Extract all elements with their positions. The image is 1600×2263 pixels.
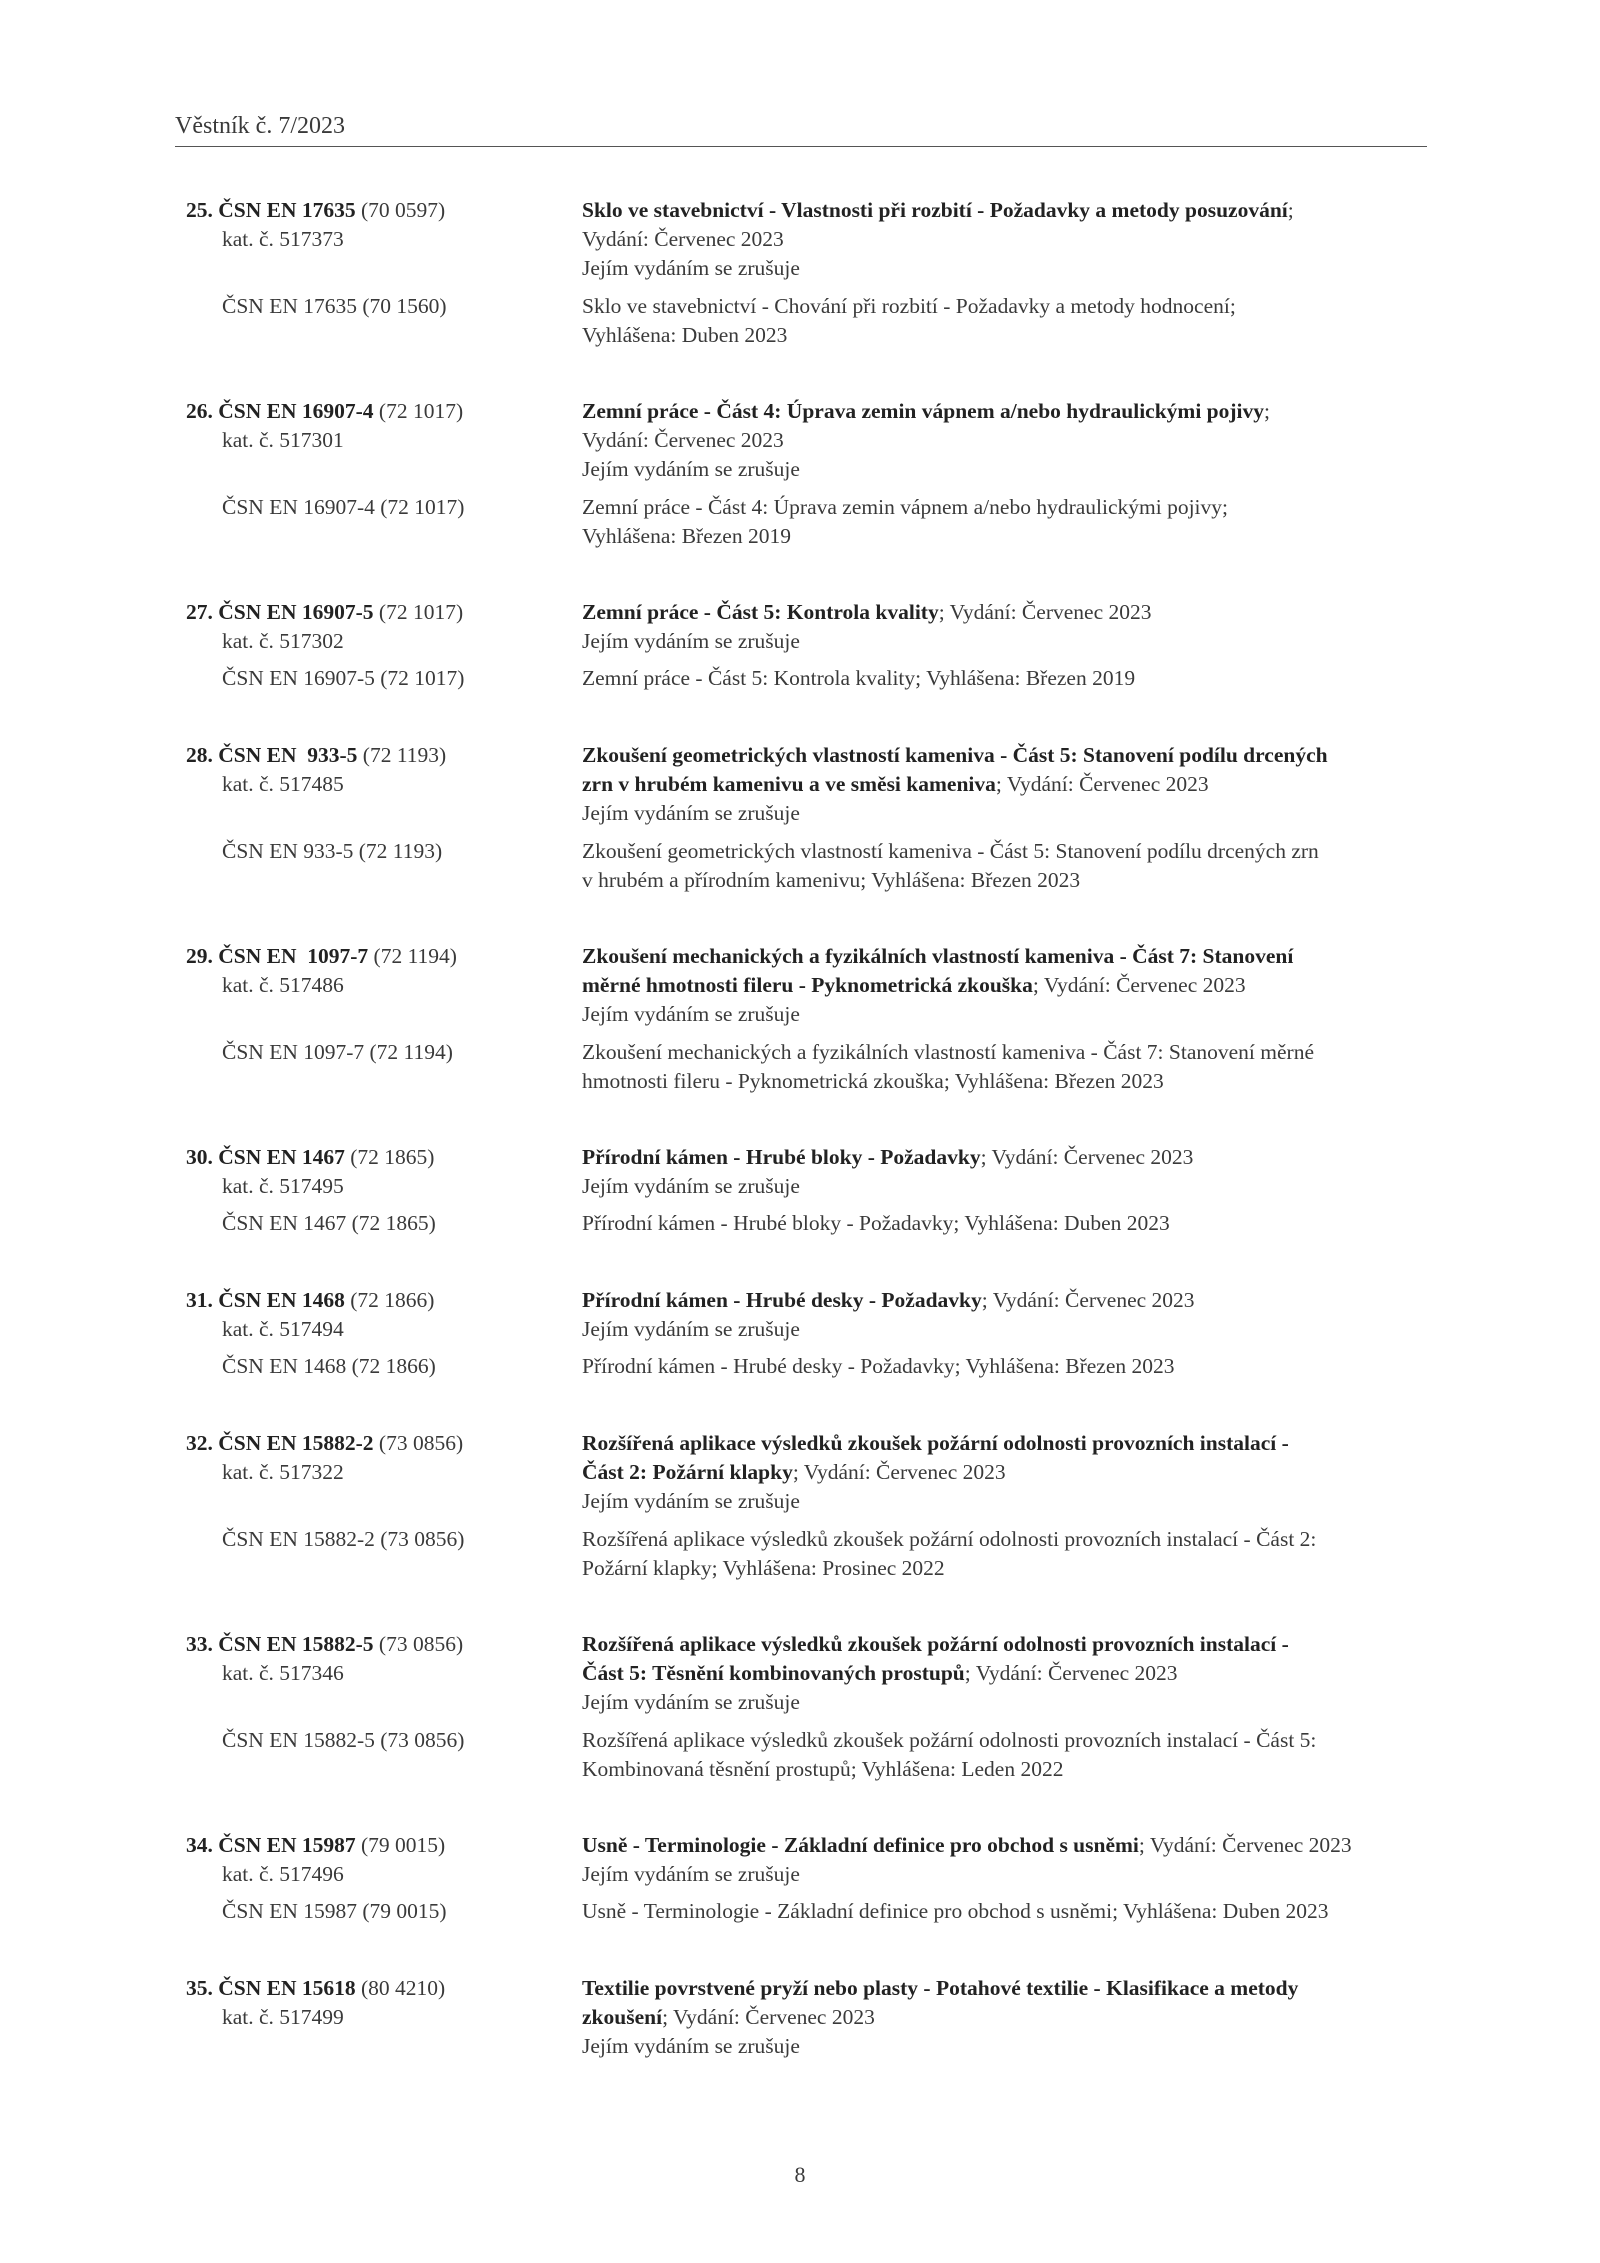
title-suffix: ; Vydání: Červenec 2023 — [995, 772, 1209, 796]
cancellation-note: Jejím vydáním se zrušuje — [582, 629, 800, 653]
entry-description — [582, 942, 1432, 1029]
entry-description — [582, 1286, 1432, 1344]
entry-number: 28. — [186, 743, 213, 767]
cancellation-note: Jejím vydáním se zrušuje — [582, 1690, 800, 1714]
replaced-standard-code: ČSN EN 16907-4 (72 1017) — [222, 495, 465, 519]
classification-code: (72 1017) — [373, 600, 464, 624]
replaced-line-2: Kombinovaná těsnění prostupů; Vyhlášena: Leden 2022 — [582, 1757, 1064, 1781]
entry-number: 27. — [186, 600, 213, 624]
catalog-number: kat. č. 517485 — [222, 772, 344, 796]
entry-number: 33. — [186, 1632, 213, 1656]
catalog-number: kat. č. 517302 — [222, 629, 344, 653]
catalog-number: kat. č. 517486 — [222, 973, 344, 997]
cancellation-note: Jejím vydáním se zrušuje — [582, 256, 800, 280]
standard-code: ČSN EN 16907-4 — [218, 399, 374, 423]
replaced-standard-code: ČSN EN 1467 (72 1865) — [222, 1211, 436, 1235]
entry-identifier — [186, 1831, 576, 1889]
replaced-line-1: Přírodní kámen - Hrubé bloky - Požadavky; Vyhlášena: Duben 2023 — [582, 1211, 1170, 1235]
catalog-number: kat. č. 517495 — [222, 1174, 344, 1198]
entry-identifier — [186, 1143, 576, 1201]
entry-description — [582, 1429, 1432, 1516]
classification-code: (73 0856) — [373, 1632, 464, 1656]
replaced-line-2: Požární klapky; Vyhlášena: Prosinec 2022 — [582, 1556, 945, 1580]
classification-code: (72 1193) — [357, 743, 447, 767]
page-number: 8 — [794, 2162, 806, 2187]
replaced-standard-description — [582, 1038, 1432, 1096]
replaced-standard-code: ČSN EN 15882-5 (73 0856) — [222, 1728, 465, 1752]
replaced-standard-description — [582, 1726, 1432, 1784]
issue-date: Vydání: Červenec 2023 — [582, 227, 784, 251]
standard-title-line-1: Textilie povrstvené pryží nebo plasty - Potahové textilie - Klasifikace a metody — [582, 1976, 1299, 2000]
replaced-line-1: Zemní práce - Část 5: Kontrola kvality; Vyhlášena: Březen 2019 — [582, 666, 1136, 690]
replaced-standard-description — [582, 664, 1432, 693]
replaced-standard-description — [582, 493, 1432, 551]
standard-title-line-1: Rozšířená aplikace výsledků zkoušek požární odolnosti provozních instalací - — [582, 1632, 1289, 1656]
entry-number: 26. — [186, 399, 213, 423]
classification-code: (72 1017) — [373, 399, 464, 423]
entry-identifier — [186, 1630, 576, 1688]
replaced-standard-code: ČSN EN 933-5 (72 1193) — [222, 839, 443, 863]
standard-title-line-2: měrné hmotnosti fileru - Pyknometrická zkouška — [582, 973, 1033, 997]
entry-identifier — [186, 1286, 576, 1344]
cancellation-note: Jejím vydáním se zrušuje — [582, 1174, 800, 1198]
catalog-number: kat. č. 517496 — [222, 1862, 344, 1886]
title-suffix: ; Vydání: Červenec 2023 — [792, 1460, 1006, 1484]
replaced-line-2: v hrubém a přírodním kamenivu; Vyhlášena: Březen 2023 — [582, 868, 1081, 892]
replaced-line-1: Usně - Terminologie - Základní definice pro obchod s usněmi; Vyhlášena: Duben 2023 — [582, 1899, 1329, 1923]
replaced-line-1: Zkoušení mechanických a fyzikálních vlastností kameniva - Část 7: Stanovení měrné — [582, 1040, 1314, 1064]
standard-code: ČSN EN 1097-7 — [218, 944, 369, 968]
page-header — [175, 112, 1427, 147]
standard-title-line-2: Část 5: Těsnění kombinovaných prostupů — [582, 1661, 965, 1685]
standard-code: ČSN EN 16907-5 — [218, 600, 374, 624]
entry-number: 35. — [186, 1976, 213, 2000]
classification-code: (70 0597) — [355, 198, 446, 222]
entry-description — [582, 1143, 1432, 1201]
standard-code: ČSN EN 17635 — [218, 198, 356, 222]
catalog-number: kat. č. 517373 — [222, 227, 344, 251]
replaced-standard-description — [582, 1525, 1432, 1583]
classification-code: (72 1194) — [368, 944, 457, 968]
replaced-standard-description — [582, 292, 1432, 350]
standard-code: ČSN EN 15987 — [218, 1833, 356, 1857]
replaced-line-1: Přírodní kámen - Hrubé desky - Požadavky; Vyhlášena: Březen 2023 — [582, 1354, 1175, 1378]
standard-title-line-1: Zkoušení geometrických vlastností kameniva - Část 5: Stanovení podílu drcených — [582, 743, 1328, 767]
journal-title: Věstník č. 7/2023 — [175, 113, 345, 139]
entry-description — [582, 1831, 1432, 1889]
classification-code: (80 4210) — [355, 1976, 446, 2000]
title-suffix: ; Vydání: Červenec 2023 — [981, 1288, 1195, 1312]
title-suffix: ; Vydání: Červenec 2023 — [1032, 973, 1246, 997]
title-suffix: ; — [1287, 198, 1294, 222]
catalog-number: kat. č. 517301 — [222, 428, 344, 452]
replaced-line-1: Zkoušení geometrických vlastností kameniva - Část 5: Stanovení podílu drcených zrn — [582, 839, 1319, 863]
replaced-standard-code: ČSN EN 1468 (72 1866) — [222, 1354, 436, 1378]
standard-code: ČSN EN 15882-2 — [218, 1431, 374, 1455]
entry-number: 32. — [186, 1431, 213, 1455]
title-suffix: ; Vydání: Červenec 2023 — [964, 1661, 1178, 1685]
entry-number: 34. — [186, 1833, 213, 1857]
catalog-number: kat. č. 517499 — [222, 2005, 344, 2029]
standard-code: ČSN EN 1467 — [218, 1145, 345, 1169]
standard-title-line-2: zrn v hrubém kamenivu a ve směsi kameniva — [582, 772, 996, 796]
replaced-line-1: Zemní práce - Část 4: Úprava zemin vápnem a/nebo hydraulickými pojivy; — [582, 495, 1228, 519]
replaced-standard-description — [582, 1352, 1432, 1381]
catalog-number: kat. č. 517494 — [222, 1317, 344, 1341]
replaced-standard-code: ČSN EN 15987 (79 0015) — [222, 1899, 447, 1923]
entry-description — [582, 1974, 1432, 2061]
issue-date: Vydání: Červenec 2023 — [582, 428, 784, 452]
replaced-standard-code: ČSN EN 17635 (70 1560) — [222, 294, 447, 318]
entry-identifier — [186, 942, 576, 1000]
entry-description — [582, 1630, 1432, 1717]
cancellation-note: Jejím vydáním se zrušuje — [582, 1862, 800, 1886]
standard-title-line-1: Zkoušení mechanických a fyzikálních vlastností kameniva - Část 7: Stanovení — [582, 944, 1294, 968]
replaced-standard-code: ČSN EN 16907-5 (72 1017) — [222, 666, 465, 690]
entry-number: 25. — [186, 198, 213, 222]
entry-number: 30. — [186, 1145, 213, 1169]
replaced-standard-description — [582, 1897, 1432, 1926]
replaced-line-2: Vyhlášena: Březen 2019 — [582, 524, 791, 548]
cancellation-note: Jejím vydáním se zrušuje — [582, 2034, 800, 2058]
catalog-number: kat. č. 517322 — [222, 1460, 344, 1484]
entry-identifier — [186, 741, 576, 799]
standard-title-line-2: Část 2: Požární klapky — [582, 1460, 793, 1484]
replaced-standard-code: ČSN EN 15882-2 (73 0856) — [222, 1527, 465, 1551]
entry-number: 29. — [186, 944, 213, 968]
entry-identifier — [186, 598, 576, 656]
standard-title: Zemní práce - Část 5: Kontrola kvality — [582, 600, 939, 624]
cancellation-note: Jejím vydáním se zrušuje — [582, 1002, 800, 1026]
classification-code: (72 1865) — [344, 1145, 435, 1169]
entry-description — [582, 741, 1432, 828]
catalog-number: kat. č. 517346 — [222, 1661, 344, 1685]
replaced-line-1: Sklo ve stavebnictví - Chování při rozbití - Požadavky a metody hodnocení; — [582, 294, 1236, 318]
replaced-line-1: Rozšířená aplikace výsledků zkoušek požární odolnosti provozních instalací - Část 2: — [582, 1527, 1317, 1551]
cancellation-note: Jejím vydáním se zrušuje — [582, 457, 800, 481]
cancellation-note: Jejím vydáním se zrušuje — [582, 801, 800, 825]
standard-title-line-2: zkoušení — [582, 2005, 663, 2029]
title-suffix: ; Vydání: Červenec 2023 — [980, 1145, 1194, 1169]
replaced-standard-code: ČSN EN 1097-7 (72 1194) — [222, 1040, 453, 1064]
entry-identifier — [186, 397, 576, 455]
classification-code: (79 0015) — [355, 1833, 446, 1857]
standard-title: Usně - Terminologie - Základní definice pro obchod s usněmi — [582, 1833, 1139, 1857]
entry-description — [582, 196, 1432, 283]
entry-identifier — [186, 1429, 576, 1487]
replaced-line-1: Rozšířená aplikace výsledků zkoušek požární odolnosti provozních instalací - Část 5: — [582, 1728, 1317, 1752]
replaced-standard-description — [582, 837, 1432, 895]
classification-code: (72 1866) — [344, 1288, 435, 1312]
standard-code: ČSN EN 15882-5 — [218, 1632, 374, 1656]
replaced-standard-description — [582, 1209, 1432, 1238]
standard-code: ČSN EN 933-5 — [218, 743, 358, 767]
title-suffix: ; Vydání: Červenec 2023 — [662, 2005, 875, 2029]
cancellation-note: Jejím vydáním se zrušuje — [582, 1489, 800, 1513]
title-suffix: ; Vydání: Červenec 2023 — [1138, 1833, 1352, 1857]
standard-title: Sklo ve stavebnictví - Vlastnosti při rozbití - Požadavky a metody posuzování — [582, 198, 1288, 222]
cancellation-note: Jejím vydáním se zrušuje — [582, 1317, 800, 1341]
standard-title: Přírodní kámen - Hrubé bloky - Požadavky — [582, 1145, 981, 1169]
entry-identifier — [186, 1974, 576, 2032]
standard-title: Přírodní kámen - Hrubé desky - Požadavky — [582, 1288, 982, 1312]
standard-code: ČSN EN 1468 — [218, 1288, 345, 1312]
classification-code: (73 0856) — [373, 1431, 464, 1455]
standard-title: Zemní práce - Část 4: Úprava zemin vápnem a/nebo hydraulickými pojivy — [582, 399, 1265, 423]
entry-number: 31. — [186, 1288, 213, 1312]
standard-code: ČSN EN 15618 — [218, 1976, 356, 2000]
entry-description — [582, 397, 1432, 484]
entry-identifier — [186, 196, 576, 254]
standard-title-line-1: Rozšířená aplikace výsledků zkoušek požární odolnosti provozních instalací - — [582, 1431, 1289, 1455]
replaced-line-2: hmotnosti fileru - Pyknometrická zkouška; Vyhlášena: Březen 2023 — [582, 1069, 1164, 1093]
title-suffix: ; Vydání: Červenec 2023 — [938, 600, 1152, 624]
replaced-line-2: Vyhlášena: Duben 2023 — [582, 323, 788, 347]
title-suffix: ; — [1264, 399, 1271, 423]
entry-description — [582, 598, 1432, 656]
